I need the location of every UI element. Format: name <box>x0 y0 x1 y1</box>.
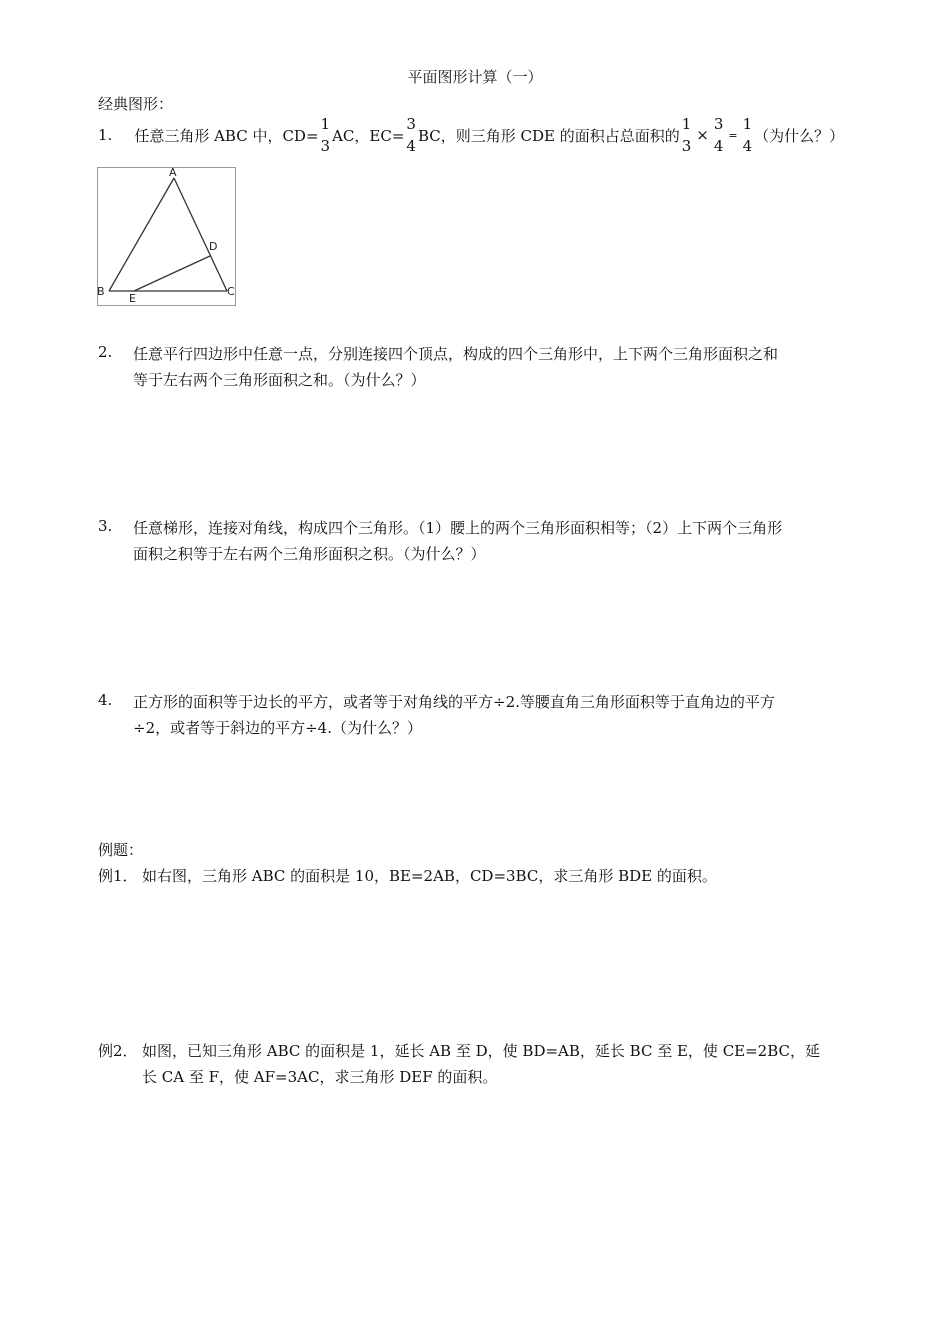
vertex-label-b: B <box>97 285 105 298</box>
fraction-numerator: 3 <box>406 115 416 133</box>
item-3-line-2: 面积之积等于左右两个三角形面积之积。（为什么？） <box>133 545 486 563</box>
fraction-denominator: 4 <box>713 137 724 155</box>
page-title: 平面图形计算（一） <box>407 68 543 86</box>
fraction-numerator: 3 <box>713 115 724 133</box>
point-label-d: D <box>209 240 218 253</box>
fraction-numerator: 1 <box>320 115 331 133</box>
vertex-label-c: C <box>227 285 235 298</box>
item-4-number: 4. <box>98 691 113 709</box>
fraction-factor-1 <box>682 114 692 156</box>
fraction-denominator: 4 <box>742 137 753 155</box>
item-4-line-2: ÷2，或者等于斜边的平方÷4.（为什么？） <box>133 719 422 737</box>
item-1-text-b: AC，EC= <box>332 126 405 145</box>
fraction-numerator: 1 <box>681 115 692 133</box>
triangle-diagram <box>98 168 237 307</box>
section-heading-classic: 经典图形： <box>98 95 174 113</box>
fraction-numerator: 1 <box>742 115 753 133</box>
fraction-denominator: 3 <box>681 137 692 155</box>
fraction-cd-ac <box>321 114 331 156</box>
example-1-text: 如右图，三角形 ABC 的面积是 10，BE=2AB，CD=3BC，求三角形 BDE 的面积。 <box>142 867 717 885</box>
item-1-text-a: 任意三角形 ABC 中，CD= <box>134 126 319 145</box>
item-4-line-1: 正方形的面积等于边长的平方，或者等于对角线的平方÷2.等腰直角三角形面积等于直角边的平方 <box>133 693 775 711</box>
item-3-line-1: 任意梯形，连接对角线，构成四个三角形。（1）腰上的两个三角形面积相等；（2）上下两个三角形 <box>133 519 783 537</box>
fraction-denominator: 3 <box>320 137 331 155</box>
side-ac <box>174 178 227 291</box>
point-label-e: E <box>129 292 136 305</box>
vertex-label-a: A <box>169 166 177 179</box>
item-2-line-1: 任意平行四边形中任意一点，分别连接四个顶点，构成的四个三角形中，上下两个三角形面积之和 <box>133 345 779 363</box>
fraction-result <box>743 114 753 156</box>
section-heading-examples: 例题： <box>98 841 144 859</box>
example-1-label: 例1． <box>98 867 138 885</box>
triangle-figure <box>97 167 236 306</box>
item-3-number: 3. <box>98 517 113 535</box>
equals-sign: = <box>728 128 738 142</box>
segment-de <box>134 256 210 291</box>
item-2-line-2: 等于左右两个三角形面积之和。（为什么？） <box>133 371 426 389</box>
item-1 <box>98 114 844 156</box>
fraction-ec-bc <box>406 114 416 156</box>
fraction-factor-2 <box>714 114 724 156</box>
item-2-number: 2. <box>98 343 113 361</box>
side-ab <box>109 178 174 291</box>
example-2-label: 例2． <box>98 1042 138 1060</box>
item-1-text-d: （为什么？） <box>754 126 845 145</box>
item-1-number: 1. <box>98 126 113 144</box>
example-2-line-1: 如图，已知三角形 ABC 的面积是 1，延长 AB 至 D，使 BD=AB，延长 BC 至 E，使 CE=2BC，延 <box>142 1042 821 1060</box>
fraction-denominator: 4 <box>406 137 416 155</box>
item-1-text-c: BC，则三角形 CDE 的面积占总面积的 <box>417 126 680 145</box>
example-2-line-2: 长 CA 至 F，使 AF=3AC，求三角形 DEF 的面积。 <box>142 1068 498 1086</box>
times-sign: × <box>696 126 709 144</box>
